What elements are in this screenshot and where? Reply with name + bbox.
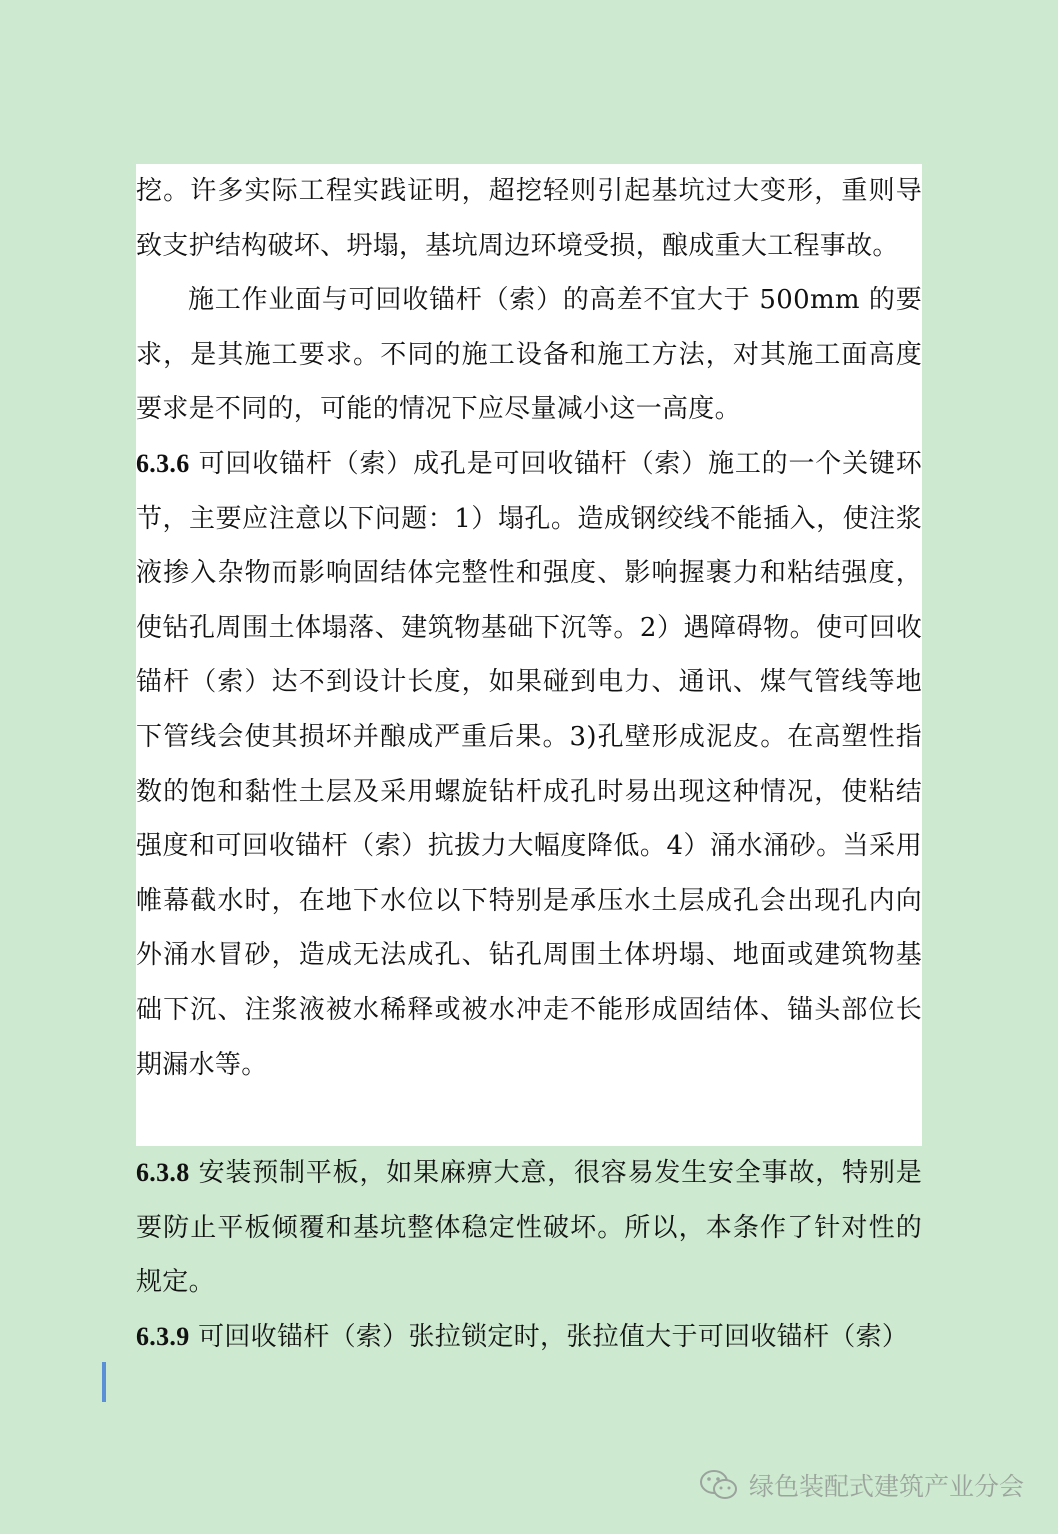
clause-number: 6.3.8 [136, 1158, 190, 1187]
clause-6-3-9 [136, 1310, 922, 1365]
wechat-icon [699, 1468, 739, 1502]
clause-text: 可回收锚杆（索）张拉锁定时，张拉值大于可回收锚杆（索） [189, 1321, 909, 1352]
clause-6-3-8 [136, 1146, 922, 1310]
highlighted-text-block [136, 164, 922, 1146]
clause-number: 6.3.9 [136, 1321, 190, 1351]
clause-number: 6.3.6 [136, 448, 190, 478]
clause-text: 可回收锚杆（索）成孔是可回收锚杆（索）施工的一个关键环节，主要应注意以下问题：1）塌孔。造成钢绞线不能插入，使注浆液掺入杂物而影响固结体完整性和强度、影响握裹力和粘结强度，使钻孔周围土体塌落、建筑物基础下沉等。2）遇障碍物。使可回收锚杆（索）达不到设计长度，如果碰到电力、通讯、煤气管线等地下管线会使其损坏并酿成严重后果。3)孔壁形成泥皮。在高塑性指数的饱和黏性土层及采用螺旋钻杆成孔时易出现这种情况，使粘结强度和可回收锚杆（索）抗拔力大幅度降低。4）涌水涌砂。当采用帷幕截水时，在地下水位以下特别是承压水土层成孔会出现孔内向外涌水冒砂，造成无法成孔、钻孔周围土体坍塌、地面或建筑物基础下沉、注浆液被水稀释或被水冲走不能形成固结体、锚头部位长期漏水等。 [136, 448, 922, 1080]
watermark-text: 绿色装配式建筑产业分会 [748, 1472, 1024, 1501]
text-cursor-bar [102, 1362, 106, 1402]
watermark [699, 1467, 1024, 1503]
clause-6-3-6 [136, 437, 922, 1092]
paragraph-overexcavation [136, 164, 922, 273]
plain-text-block [136, 1146, 922, 1356]
clause-text: 安装预制平板，如果麻痹大意，很容易发生安全事故，特别是要防止平板倾覆和基坑整体稳定性破坏。所以，本条作了针对性的规定。 [136, 1158, 922, 1298]
paragraph-text: 挖。许多实际工程实践证明，超挖轻则引起基坑过大变形，重则导致支护结构破坏、坍塌，基坑周边环境受损，酿成重大工程事故。 [136, 176, 922, 261]
paragraph-text: 施工作业面与可回收锚杆（索）的高差不宜大于 500mm 的要求，是其施工要求。不同的施工设备和施工方法，对其施工面高度要求是不同的，可能的情况下应尽量减小这一高度。 [136, 285, 922, 425]
paragraph-height-difference [136, 273, 922, 437]
